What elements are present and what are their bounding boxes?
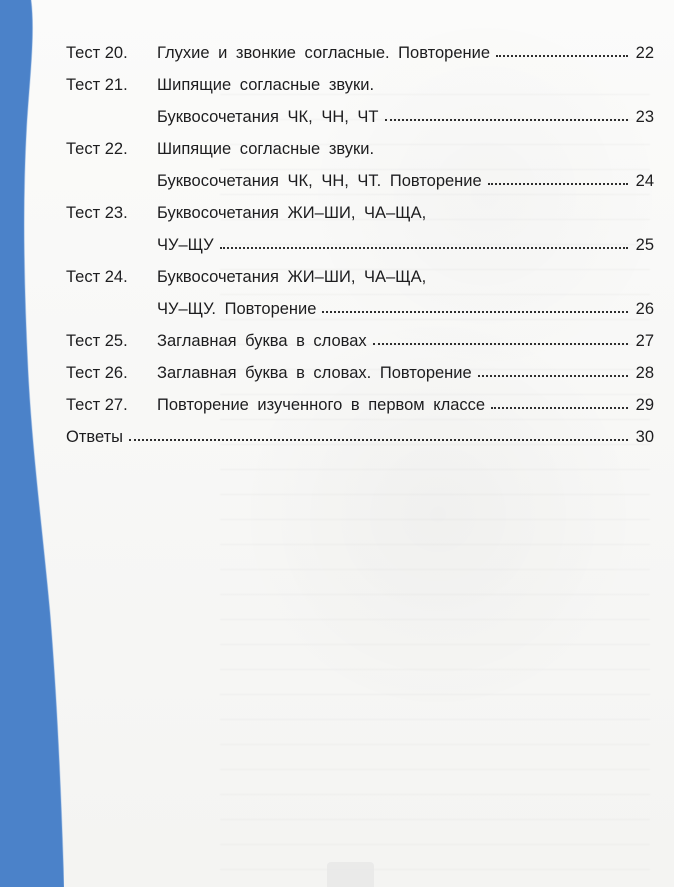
entry-title-line-2: ЧУ–ЩУ. Повторение	[157, 300, 317, 318]
toc-row-test-21	[66, 73, 654, 137]
blue-wave-decoration	[0, 0, 64, 887]
dot-leader	[322, 311, 628, 313]
entry-title: Заглавная буква в словах. Повторение	[157, 364, 472, 382]
toc-row-test-27	[66, 393, 654, 425]
test-number: Тест 20.	[66, 44, 128, 62]
toc-entry-line	[66, 428, 654, 447]
page-number: 27	[635, 332, 654, 350]
toc-row-test-20	[66, 41, 654, 73]
toc-entry-line	[157, 204, 654, 223]
dot-leader	[496, 55, 628, 57]
dot-leader	[491, 407, 628, 409]
test-number: Тест 22.	[66, 140, 128, 158]
entry-title-line-2: ЧУ–ЩУ	[157, 236, 214, 254]
test-number: Тест 23.	[66, 204, 128, 222]
entry-title-line-1: Шипящие согласные звуки.	[157, 140, 375, 158]
page-footer-mark	[327, 862, 374, 887]
test-number: Тест 21.	[66, 76, 128, 94]
entry-title-line-2: Буквосочетания ЧК, ЧН, ЧТ. Повторение	[157, 172, 482, 190]
dot-leader	[373, 343, 628, 345]
toc-entry-line	[157, 76, 654, 95]
toc-entry-line	[157, 364, 654, 383]
page-number: 28	[635, 364, 654, 382]
entry-title-line-1: Шипящие согласные звуки.	[157, 76, 375, 94]
toc-entry-line	[157, 108, 654, 127]
table-of-contents	[66, 41, 654, 457]
toc-entry-line	[157, 268, 654, 287]
dot-leader	[385, 119, 629, 121]
toc-row-test-22	[66, 137, 654, 201]
entry-title: Повторение изученного в первом классе	[157, 396, 486, 414]
test-number: Тест 26.	[66, 364, 128, 382]
toc-entry-line	[157, 332, 654, 351]
page-number: 25	[635, 236, 654, 254]
test-number: Тест 25.	[66, 332, 128, 350]
entry-title: Глухие и звонкие согласные. Повторение	[157, 44, 491, 62]
toc-row-test-25	[66, 329, 654, 361]
page-number: 29	[635, 396, 654, 414]
entry-title-line-1: Буквосочетания ЖИ–ШИ, ЧА–ЩА,	[157, 204, 427, 222]
entry-title-line-1: Буквосочетания ЖИ–ШИ, ЧА–ЩА,	[157, 268, 427, 286]
toc-row-test-24	[66, 265, 654, 329]
toc-entry-line	[157, 140, 654, 159]
toc-entry-line	[157, 396, 654, 415]
dot-leader	[220, 247, 628, 249]
dot-leader	[129, 439, 628, 441]
page-number: 30	[635, 428, 654, 446]
entry-title: Заглавная буква в словах	[157, 332, 367, 350]
page-number: 23	[635, 108, 654, 126]
toc-entry-line	[157, 236, 654, 255]
toc-row-answers	[66, 425, 654, 457]
dot-leader	[488, 183, 628, 185]
page-number: 26	[635, 300, 654, 318]
answers-label: Ответы	[66, 428, 124, 446]
toc-row-test-26	[66, 361, 654, 393]
page-number: 22	[635, 44, 654, 62]
entry-title-line-2: Буквосочетания ЧК, ЧН, ЧТ	[157, 108, 379, 126]
test-number: Тест 24.	[66, 268, 128, 286]
dot-leader	[478, 375, 628, 377]
toc-row-test-23	[66, 201, 654, 265]
toc-entry-line	[157, 44, 654, 63]
test-number: Тест 27.	[66, 396, 128, 414]
toc-entry-line	[157, 172, 654, 191]
toc-entry-line	[157, 300, 654, 319]
page-number: 24	[635, 172, 654, 190]
